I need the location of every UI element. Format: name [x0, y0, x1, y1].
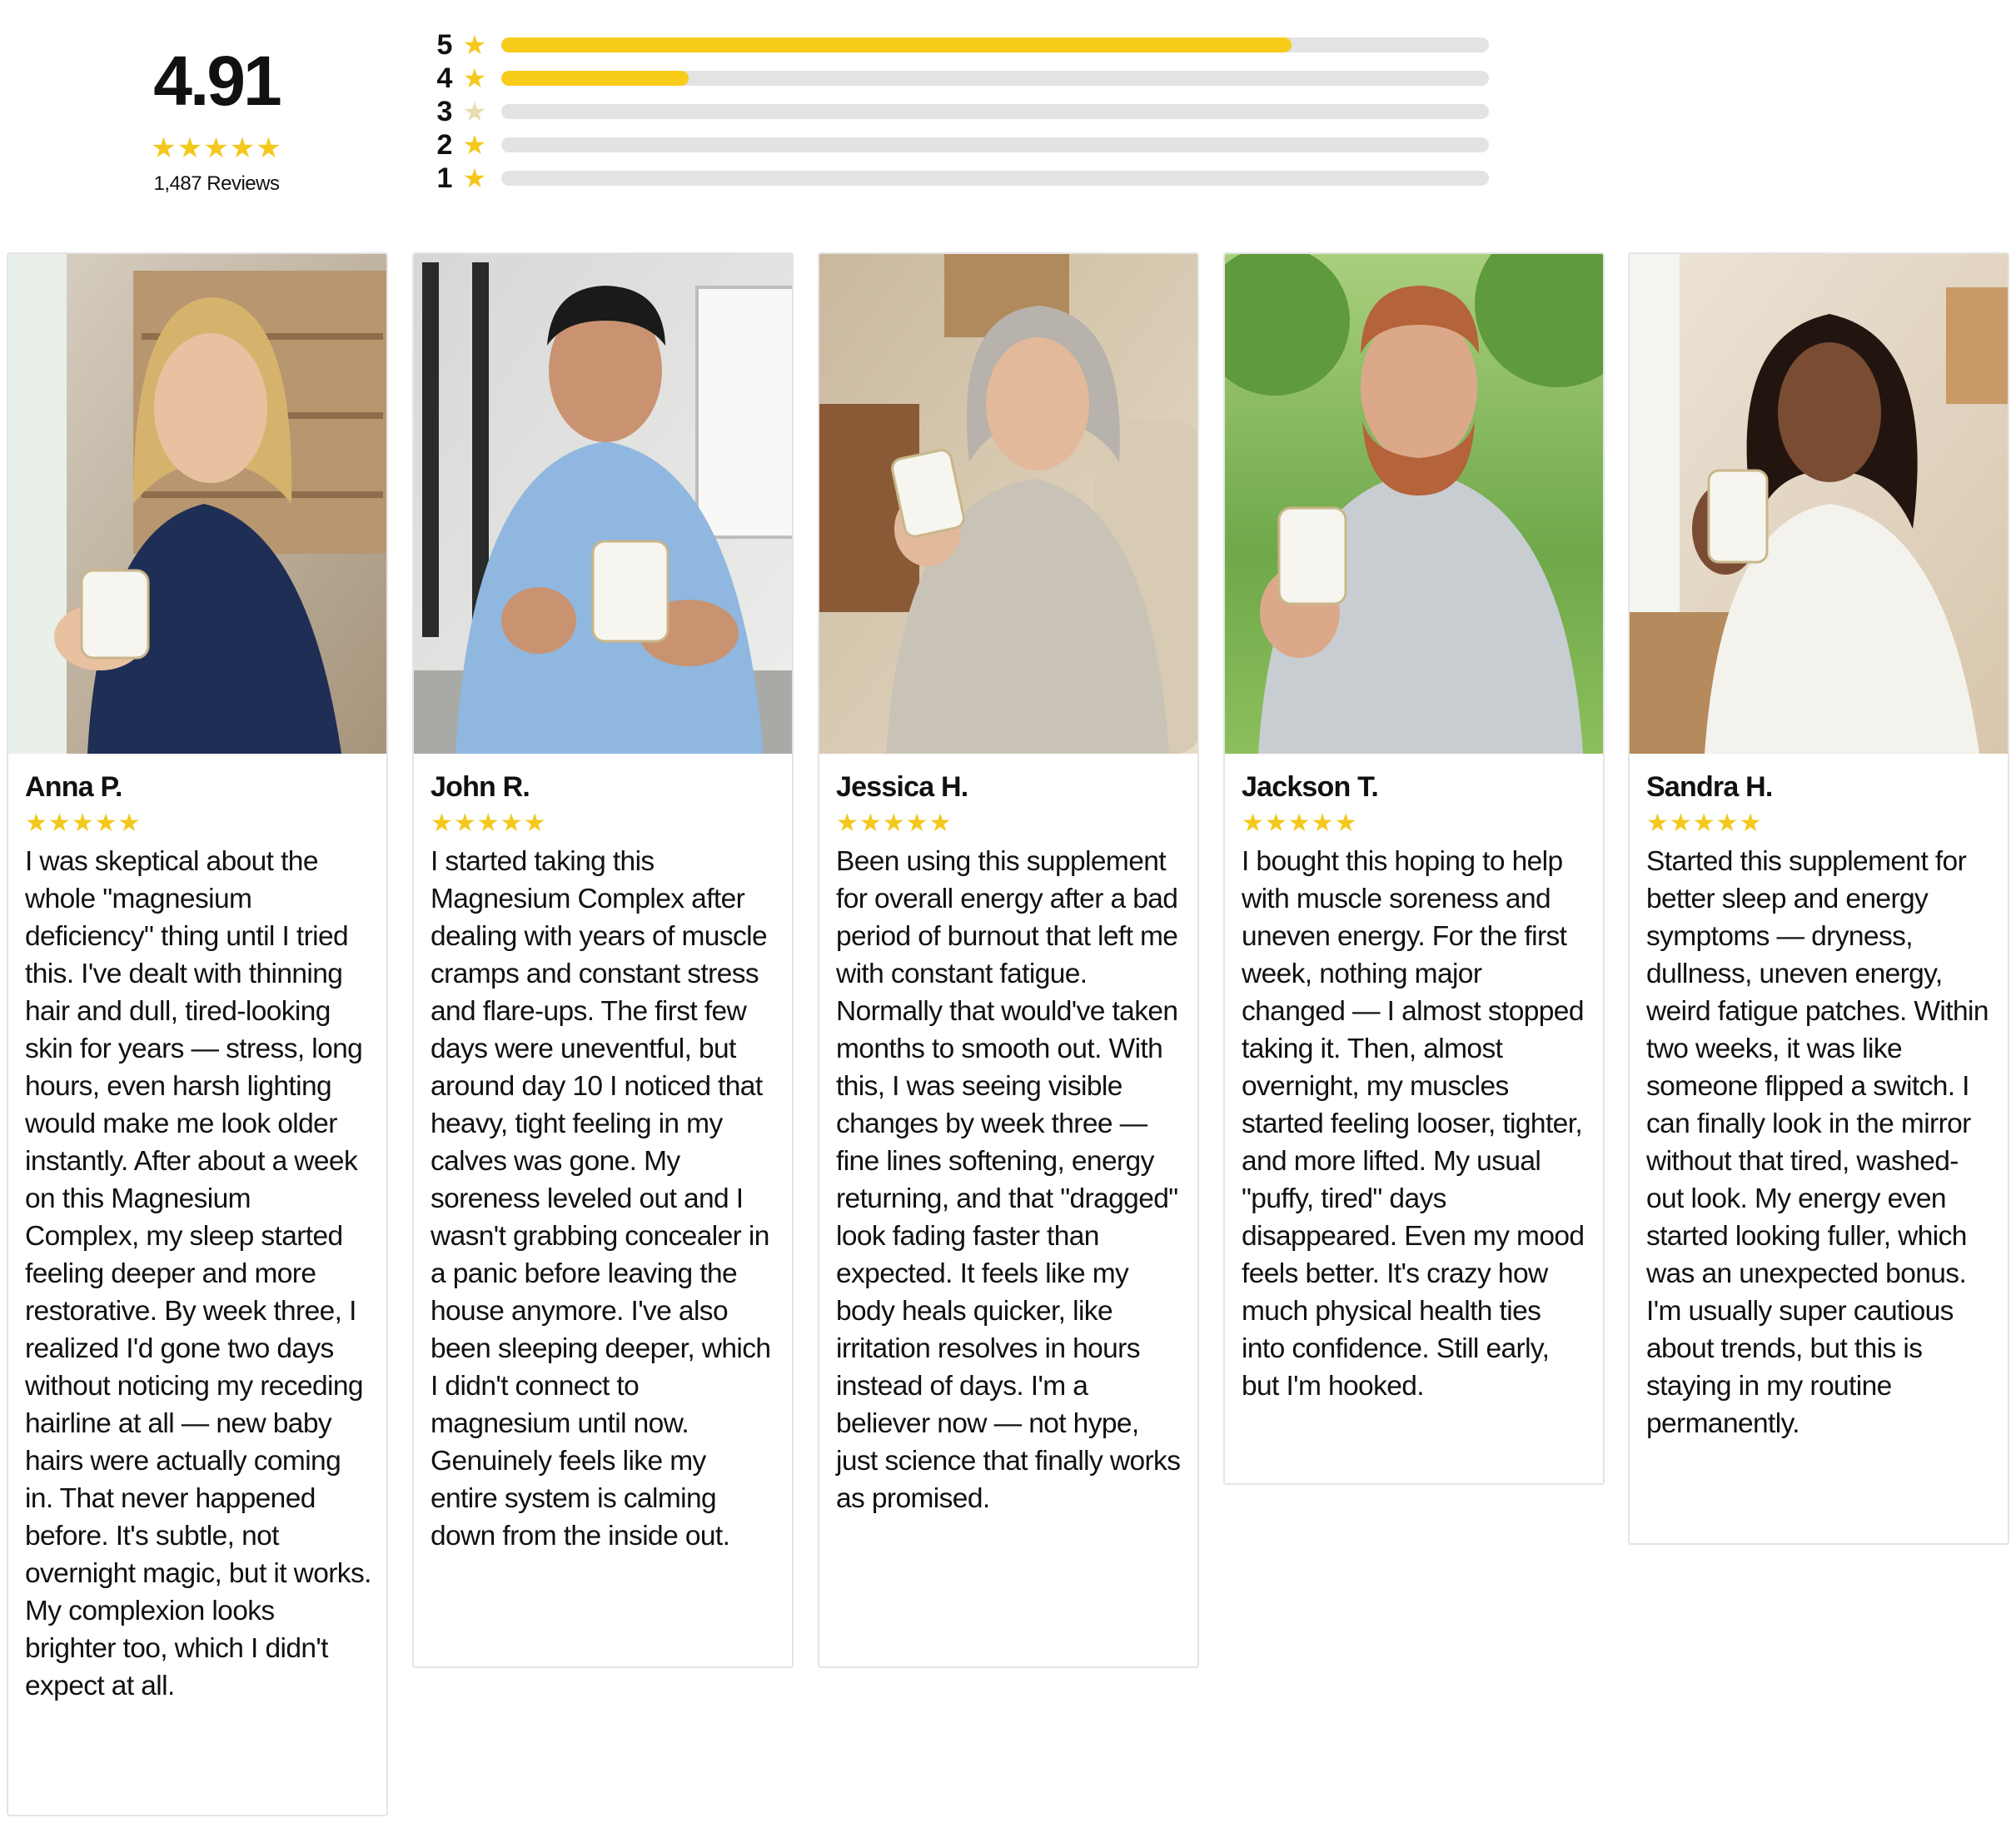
- review-stars: ★★★★★: [431, 809, 547, 837]
- review-text: Been using this supplement for overall energy after a bad period of burnout that left me with constant fatigue. Normally that would've taken months to smooth out. With this, I was seeing visible changes by week three — fine lines softening, energy returning, and that "dragged" look fading faster than expected. It feels like my body heals quicker, like irritation resolves in hours instead of days. I'm a believer now — not hype, just science that finally works as promised.: [836, 845, 1181, 1514]
- rating-label: 1: [436, 162, 453, 194]
- rating-bar-track: [501, 137, 1489, 152]
- review-card: [412, 252, 794, 1668]
- rating-label: 2: [436, 128, 453, 161]
- review-stars: ★★★★★: [1646, 809, 1763, 837]
- rating-row-4[interactable]: [433, 62, 1507, 95]
- review-card: [818, 252, 1199, 1668]
- rating-bar-track: [501, 71, 1489, 86]
- rating-row-1[interactable]: [433, 162, 1507, 195]
- review-text: Started this supplement for better sleep and energy symptoms — dryness, dullness, uneven energy, weird fatigue patches. Within two weeks, it was like someone flipped a switch. I can finally look in the mirror without that tired, washed-out look. My energy even started looking fuller, which was an unexpected bonus. I'm usually super cautious about trends, but this is staying in my routine permanently.: [1646, 845, 1989, 1439]
- review-text: I bought this hoping to help with muscle soreness and uneven energy. For the first week, nothing major changed — I almost stopped taking it. Then, almost overnight, my muscles started feeling looser, tighter, and more lifted. My usual "puffy, tired" days disappeared. Even my mood feels better. It's crazy how much physical health ties into confidence. Still early, but I'm hooked.: [1242, 845, 1585, 1402]
- reviewer-name: Jessica H.: [836, 771, 968, 803]
- man-holding-bottle-photo-icon: [414, 254, 792, 754]
- star-icon: ★: [462, 130, 487, 160]
- woman-curly-hair-holding-bottle-photo-icon: [1630, 254, 2008, 754]
- woman-holding-bottle-photo-icon: [8, 254, 386, 754]
- review-text: I started taking this Magnesium Complex after dealing with years of muscle cramps and constant stress and flare-ups. The first few days were uneventful, but around day 10 I noticed that heavy, tight feeling in my calves was gone. My soreness leveled out and I wasn't grabbing concealer in a panic before leaving the house anymore. I've also been sleeping deeper, which I didn't connect to magnesium until now. Genuinely feels like my entire system is calming down from the inside out.: [431, 845, 771, 1552]
- rating-bar-fill: [501, 37, 1292, 52]
- rating-row-3[interactable]: [433, 95, 1507, 128]
- average-stars: ★★★★★: [151, 132, 282, 164]
- reviewer-name: Anna P.: [25, 771, 122, 803]
- reviewer-photo[interactable]: [8, 254, 386, 754]
- star-icon: ★: [462, 163, 487, 193]
- reviewer-name: Sandra H.: [1646, 771, 1773, 803]
- rating-label: 5: [436, 28, 453, 61]
- rating-row-5[interactable]: [433, 28, 1507, 62]
- older-woman-holding-bottle-photo-icon: [819, 254, 1197, 754]
- rating-label: 4: [436, 62, 453, 94]
- rating-bar-track: [501, 171, 1489, 186]
- reviewer-photo[interactable]: [1225, 254, 1603, 754]
- review-count[interactable]: 1,487 Reviews: [153, 172, 280, 195]
- review-stars: ★★★★★: [1242, 809, 1358, 837]
- review-card: [7, 252, 388, 1816]
- review-text: I was skeptical about the whole "magnesium deficiency" thing until I tried this. I've dealt with thinning hair and dull, tired-looking skin for years — stress, long hours, even harsh lighting would make me look older instantly. After about a week on this Magnesium Complex, my sleep started feeling deeper and more restorative. By week three, I realized I'd gone two days without noticing my receding hairline at all — new baby hairs were actually coming in. That never happened before. It's subtle, not overnight magic, but it works. My complexion looks brighter too, which I didn't expect at all.: [25, 845, 371, 1701]
- review-stars: ★★★★★: [25, 809, 142, 837]
- rating-label: 3: [436, 95, 453, 127]
- star-icon: ★: [462, 30, 487, 60]
- rating-summary: [83, 42, 350, 196]
- bearded-man-holding-bottle-photo-icon: [1225, 254, 1603, 754]
- reviewer-name: John R.: [431, 771, 530, 803]
- reviewer-name: Jackson T.: [1242, 771, 1378, 803]
- star-icon: ★: [462, 97, 487, 127]
- review-card: [1628, 252, 2009, 1545]
- rating-distribution: [433, 28, 1507, 195]
- rating-bar-fill: [501, 71, 689, 86]
- rating-bar-track: [501, 104, 1489, 119]
- rating-row-2[interactable]: [433, 128, 1507, 162]
- review-stars: ★★★★★: [836, 809, 953, 837]
- reviewer-photo[interactable]: [1630, 254, 2008, 754]
- rating-bar-track: [501, 37, 1489, 52]
- star-icon: ★: [462, 63, 487, 93]
- reviewer-photo[interactable]: [819, 254, 1197, 754]
- average-rating: 4.91: [153, 42, 280, 120]
- review-card: [1223, 252, 1605, 1485]
- reviewer-photo[interactable]: [414, 254, 792, 754]
